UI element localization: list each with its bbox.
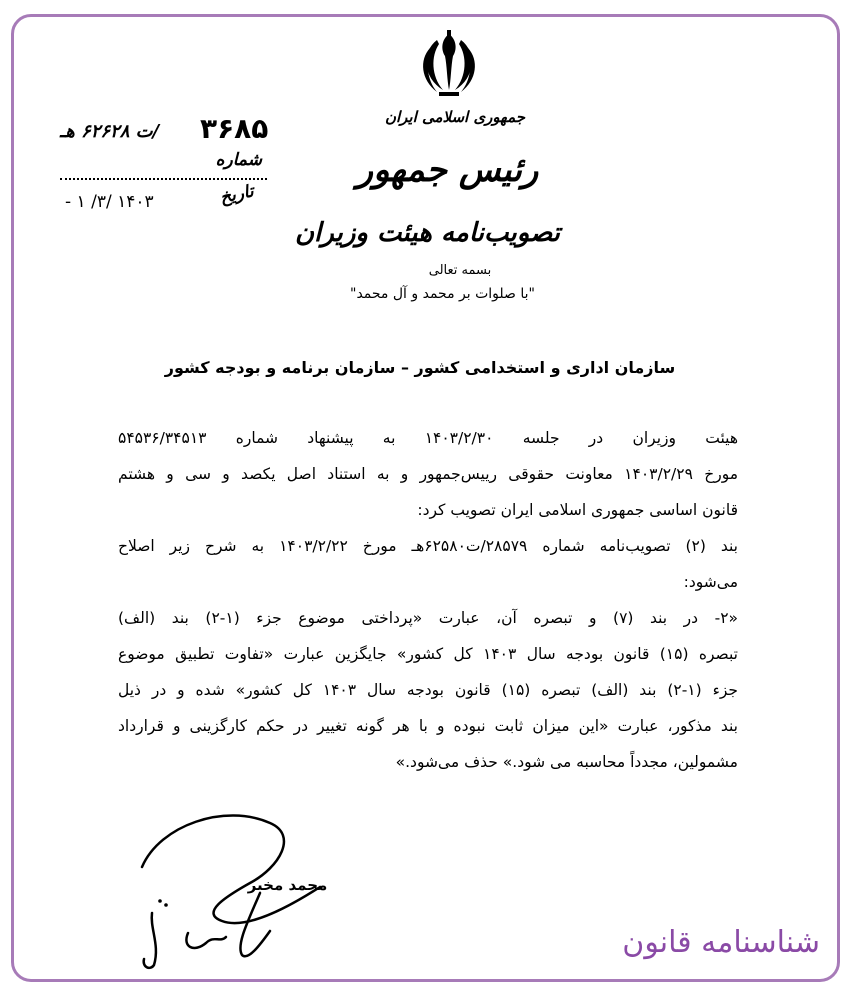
- number-label: شماره: [215, 150, 262, 170]
- body-line: بند (۲) تصویب‌نامه شماره ۲۸۵۷۹/ت۶۲۵۸۰هـ مورخ ۱۴۰۳/۲/۲۲ به شرح زیر اصلاح: [118, 537, 738, 555]
- document-number-stamp: ۳۶۸۵: [200, 112, 269, 145]
- body-line: «۲- در بند (۷) و تبصره آن، عبارت «پرداختی موضوع جزء (۱-۲) بند (الف): [118, 609, 738, 627]
- body-line: تبصره (۱۵) قانون بودجه سال ۱۴۰۳ کل کشور» جایگزین عبارت «تفاوت تطبیق موضوع: [118, 645, 738, 663]
- date-label: تاریخ: [218, 181, 256, 208]
- body-line: هیئت وزیران در جلسه ۱۴۰۳/۲/۳۰ به پیشنهاد شماره ۵۴۵۳۶/۳۴۵۱۳: [118, 429, 738, 447]
- number-dotted-line: [60, 178, 267, 180]
- country-name: جمهوری اسلامی ایران: [384, 108, 526, 126]
- iran-emblem-icon: [417, 30, 481, 98]
- body-line: می‌شود:: [683, 573, 738, 591]
- body-line: مورخ ۱۴۰۳/۲/۲۹ معاونت حقوقی رییس‌جمهور و به استناد اصل یکصد و سی و هشتم: [118, 465, 739, 483]
- body-line: جزء (۱-۲) بند (الف) تبصره (۱۵) قانون بودجه سال ۱۴۰۳ کل کشور» شده و در ذیل: [118, 681, 738, 699]
- office-title: رئیس جمهور: [356, 150, 539, 190]
- body-line: بند مذکور، عبارت «این میزان ثابت نبوده و با هر گونه تغییر در حکم کارگزینی و قرارداد: [118, 717, 738, 735]
- date-value: ۱۴۰۳ /۳/ ۱ -: [65, 192, 154, 212]
- reference-number: /ت ۶۲۶۲۸ هـ: [60, 121, 160, 142]
- document-type: تصویب‌نامه هیئت وزیران: [294, 218, 560, 248]
- watermark-text: شناسنامه قانون: [622, 925, 820, 960]
- addressee: سازمان اداری و استخدامی کشور – سازمان برنامه و بودجه کشور: [164, 358, 676, 377]
- body-line: مشمولین، مجدداً محاسبه می شود.» حذف می‌شود.»: [395, 753, 738, 771]
- decree-body: [118, 420, 738, 780]
- body-line: قانون اساسی جمهوری اسلامی ایران تصویب کرد:: [417, 501, 738, 519]
- signer-name: محمد مخبر: [247, 876, 328, 894]
- invocation: بسمه تعالی: [428, 263, 492, 278]
- salawat-line: "با صلوات بر محمد و آل محمد": [350, 286, 535, 302]
